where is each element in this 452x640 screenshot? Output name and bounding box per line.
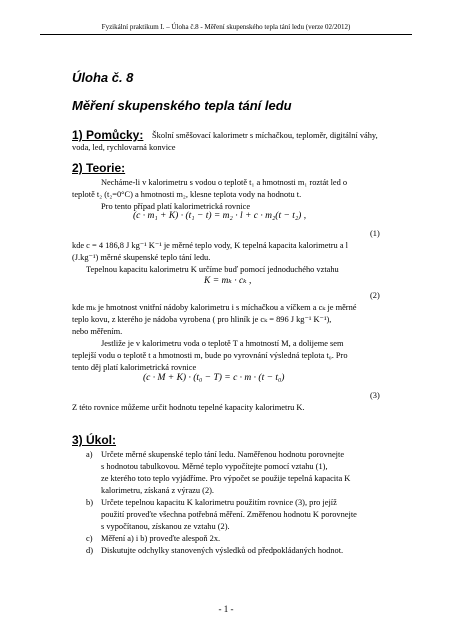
task-item-line: s hodnotou tabulkovou. Měrné teplo vypočítejte pomocí vztahu (1),: [101, 462, 328, 471]
task-item-line: s vypočítanou, získanou ze vztahu (2).: [101, 522, 230, 531]
task-item-label: c): [86, 534, 93, 543]
theory-line: Z této rovnice můžeme určit hodnotu tepelné kapacity kalorimetru K.: [72, 403, 305, 412]
aids-text-line2: voda, led, rychlovarná konvice: [72, 143, 176, 152]
equation-2: K = mₖ · cₖ ,: [204, 276, 252, 286]
header-rule: [40, 34, 412, 35]
theory-line: teplo kovu, z kterého je nádoba vyrobena ( pro hliník je cₖ = 896 J kg⁻¹ K⁻¹),: [72, 315, 332, 324]
task-item-line: Diskutujte odchylky stanovených výsledků od předpokládaných hodnot.: [101, 546, 344, 555]
task-item-label: d): [86, 546, 93, 555]
task-item-label: b): [86, 498, 93, 507]
equation-3-number: (3): [370, 391, 380, 400]
equation-2-number: (2): [370, 291, 380, 300]
task-item-line: Určete měrné skupenské teplo tání ledu. Naměřenou hodnotu porovnejte: [101, 450, 345, 459]
aids-text-line1: Školní směšovací kalorimetr s míchačkou, teploměr, digitální váhy,: [152, 131, 378, 140]
task-item-line: kalorimetru, získaná z výrazu (2).: [101, 486, 215, 495]
task-title: Úloha č. 8: [72, 70, 134, 85]
theory-line: Tepelnou kapacitu kalorimetru K určíme buď pomocí jednoduchého vztahu: [86, 265, 339, 274]
task-item-line: Měření a) i b) proveďte alespoň 2x.: [101, 534, 221, 543]
task-item-line: použití proveďte všechna potřebná měření. Změřenou hodnotu K porovnejte: [101, 510, 357, 519]
page-number: - 1 -: [218, 604, 234, 614]
task-item-line: ze kterého toto teplo vyjádříme. Pro výpočet se použije tepelná kapacita K: [101, 474, 351, 483]
section-theory-heading: 2) Teorie:: [72, 161, 126, 175]
task-item-label: a): [86, 450, 93, 459]
theory-line: Jestliže je v kalorimetru voda o teplotě T a hmotností M, a dolijeme sem: [101, 339, 344, 348]
theory-line: kde c = 4 186,8 J kg⁻¹ K⁻¹ je měrné teplo vody, K tepelná kapacita kalorimetru a l: [72, 241, 348, 250]
theory-line: teplejší vodu o teplotě t a hmotnosti m, bude po vyrovnání výsledná teplota t₀. Pro: [72, 351, 348, 360]
theory-line: kde mₖ je hmotnost vnitřní nádoby kalorimetru i s míchačkou a víčkem a cₖ je měrné: [72, 303, 357, 312]
theory-line: tento děj platí kalorimetrická rovnice: [72, 363, 197, 372]
theory-line: teplotě t₂ (t₂=0°C) a hmotnosti m₂, klesne teplota vody na hodnotu t.: [72, 190, 302, 199]
theory-line: Necháme-li v kalorimetru s vodou o teplotě t₁ a hmotnosti m₁ roztát led o: [101, 178, 348, 187]
task-subtitle: Měření skupenského tepla tání ledu: [72, 98, 292, 113]
task-item-line: Určete tepelnou kapacitu K kalorimetru použitím rovnice (3), pro jejíž: [101, 498, 337, 507]
equation-3: (c · M + K) · (t₀ − T) = c · m · (t − t₀): [143, 373, 285, 383]
theory-line: nebo měřením.: [72, 327, 123, 336]
running-header: Fyzikální praktikum I. – Úloha č.8 - Měření skupenského tepla tání ledu (verze 02/2012): [101, 23, 351, 31]
section-task-heading: 3) Úkol:: [72, 433, 117, 447]
theory-line: (J.kg⁻¹) měrné skupenské teplo tání ledu.: [72, 253, 211, 262]
section-aids-heading: 1) Pomůcky:: [72, 128, 144, 142]
theory-line: Pro tento případ platí kalorimetrická rovnice: [101, 202, 251, 211]
equation-1-number: (1): [370, 229, 380, 238]
equation-1: (c · m₁ + K) · (t₁ − t) = m₂ · l + c · m₂(t − t₂) ,: [133, 211, 307, 221]
